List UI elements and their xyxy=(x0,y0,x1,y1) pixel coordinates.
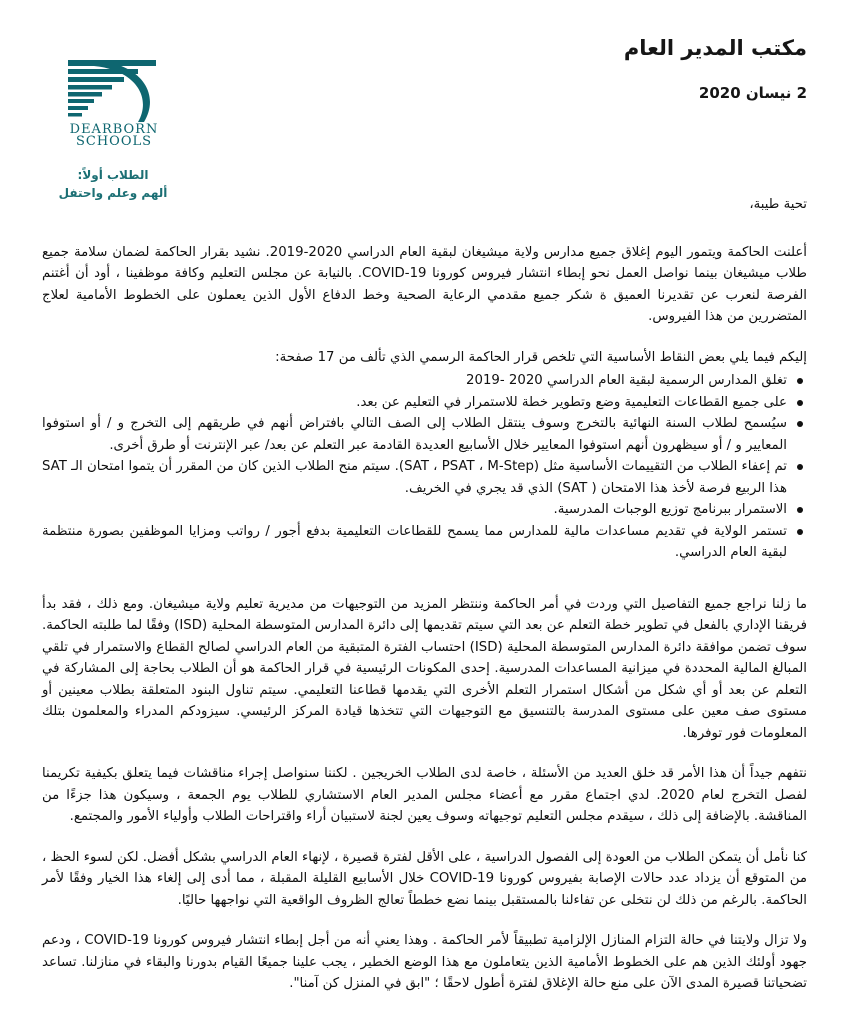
office-title: مكتب المدير العام xyxy=(623,36,807,60)
list-item: سيُسمح لطلاب السنة النهائية بالتخرج وسوف ينتقل الطلاب إلى الصف التالي بافتراض أنهم في طريقهم إلى التخرج و / أو استوفوا المعايير و / أو سيظهرون أنهم استوفوا المعايير خلال الأسابيع العديدة القادمة عبر التعلم عن بعد/ عبر الإنترنت أو طرق أخرى. xyxy=(42,413,787,456)
logo-line-dearborn: DEARBORN xyxy=(69,122,159,137)
salutation: تحية طيبة، xyxy=(749,197,807,212)
paragraph-3: نتفهم جيداً أن هذا الأمر قد خلق العديد من الأسئلة ، خاصة لدى الطلاب الخريجين . لكننا سنواصل إجراء مناقشات فيما يتعلق بكيفية تكريمنا لفصل التخرج لعام 2020. لدي اجتماع مقرر مع أعضاء مجلس المدير العام الاستشاري للطلاب يوم الجمعة ، وسيكون هذا جزءًا من المناقشة. بالإضافة إلى ذلك ، سيقدم مجلس التعليم توجيهاته وسوف يعين لجنة لاستبيان أراء واقتراحات الطلاب وأولياء الأمور والمجتمع. xyxy=(42,766,808,824)
logo-wordmark xyxy=(66,124,162,148)
paragraph-4: كنا نأمل أن يتمكن الطلاب من العودة إلى الفصول الدراسية ، على الأقل لفترة قصيرة ، لإنهاء العام الدراسي بشكل أفضل. لكن لسوء الحظ ، من المتوقع أن يزداد عدد حالات الإصابة بفيروس كورونا COVID-19 خلال الأسابيع القليلة المقبلة ، مما أدى إلى إلغاء هذا الخيار وفقًا لأمر الحاكمة. بالرغم من ذلك لن نتخلى عن تفاءلنا بالمستقبل بينما نضع خططاً تعالج الظروف الواقعية التي نواجهها حاليًا. xyxy=(42,849,807,908)
list-item: على جميع القطاعات التعليمية وضع وتطوير خطة للاستمرار في التعليم عن بعد. xyxy=(42,392,787,414)
letter-date: 2 نيسان 2020 xyxy=(698,84,807,102)
logo-line-schools: SCHOOLS xyxy=(75,134,153,149)
key-points-list xyxy=(42,370,807,564)
list-item: الاستمرار ببرنامج توزيع الوجبات المدرسية. xyxy=(42,499,787,521)
paragraph-1: أعلنت الحاكمة ويتمور اليوم إغلاق جميع مدارس ولاية ميشيغان لبقية العام الدراسي 2020-2019. نشيد بقرار الحاكمة لضمان سلامة جميع طلاب ميشيغان بينما نواصل العمل نحو إبطاء انتشار فيروس كورونا COVID-19. بالنيابة عن مجلس التعليم وكافة موظفينا ، أود أن أغتنم الفرصة لنعرب عن تقديرنا العميق ة شكر جميع مقدمي الرعاية الصحية وخط الدفاع الأول الذين يعملون على الخطوط الأمامية لعلاج المتضررين من هذا الفيروس. xyxy=(42,244,807,324)
letter-body xyxy=(42,194,807,1014)
key-points-intro: إليكم فيما يلي بعض النقاط الأساسية التي تلخص قرار الحاكمة الرسمي الذي تألف من 17 صفحة: xyxy=(275,349,807,365)
list-item: تستمر الولاية في تقديم مساعدات مالية للمدارس مما يسمح للقطاعات التعليمية بدفع أجور / رواتب ومزايا الموظفين بصورة منتظمة لبقية العام الدراسي. xyxy=(42,521,787,564)
list-item: تم إعفاء الطلاب من التقييمات الأساسية مثل (SAT ، PSAT ، M-Step). سيتم منح الطلاب الذين كان من المقرر أن يتموا امتحان الـ SAT هذا الربيع فرصة لأخذ هذا الامتحان ( SAT) الذي قد يجري في الخريف. xyxy=(42,456,787,499)
motto-line1: الطلاب أولاً: xyxy=(77,168,149,182)
list-item: تغلق المدارس الرسمية لبقية العام الدراسي 2020 -2019 xyxy=(42,370,787,392)
motto-line2: ألهم وعلم واحتفل xyxy=(58,186,168,200)
paragraph-2: ما زلنا نراجع جميع التفاصيل التي وردت في أمر الحاكمة وننتظر المزيد من التوجيهات من مديرية تعليم ولاية ميشيغان. ومع ذلك ، فقد بدأ فريقنا الإداري بالفعل في تطوير خطة التعلم عن بعد التي سيتم تقديمها إلى دائرة المدارس المتوسطة المحلية (ISD) وفقًا لما طلبته الحاكمة. سوف تضمن موافقة دائرة المدارس المتوسطة المحلية (ISD) احتساب الفترة المتبقية من العام الدراسي لصالح القطاع والاستمرار في تلقي المبالغ المالية المحددة في ميزانية المساعدات المدرسية. إحدى المكونات الرئيسية في قرار الحاكمة هو أن الطلاب بحاجة إلى المشاركة في التعلم عن بعد أو أي شكل من أشكال استمرار التعلم الأخرى التي يقدمها قطاعنا التعليمي. سيتم تناول البنود المتعلقة بطلاب معينين أو مستوى صف معين على مستوى المدرسة بالتنسيق مع التوجيهات التي تتخذها قيادة المركز الرئيسي. سيزودكم المدراء والمعلمون بتلك المعلومات فور توفرها. xyxy=(42,596,807,741)
paragraph-5: ولا تزال ولايتنا في حالة التزام المنازل الإلزامية تطبيقاً لأمر الحاكمة . وهذا يعني أنه من أجل إبطاء انتشار فيروس كورونا COVID-19 ، ودعم جهود أولئك الذين هم على الخطوط الأمامية الذين يتعاملون مع هذا الوضع الخطير ، يجب علينا جميعًا القيام بدورنا والبقاء في منازلنا. تساعد تضحياتنا قصيرة المدى الآن على منع حالة الإغلاق لفترة أطول لاحقًا ؛ "ابق في المنزل كن آمنا". xyxy=(42,933,807,991)
